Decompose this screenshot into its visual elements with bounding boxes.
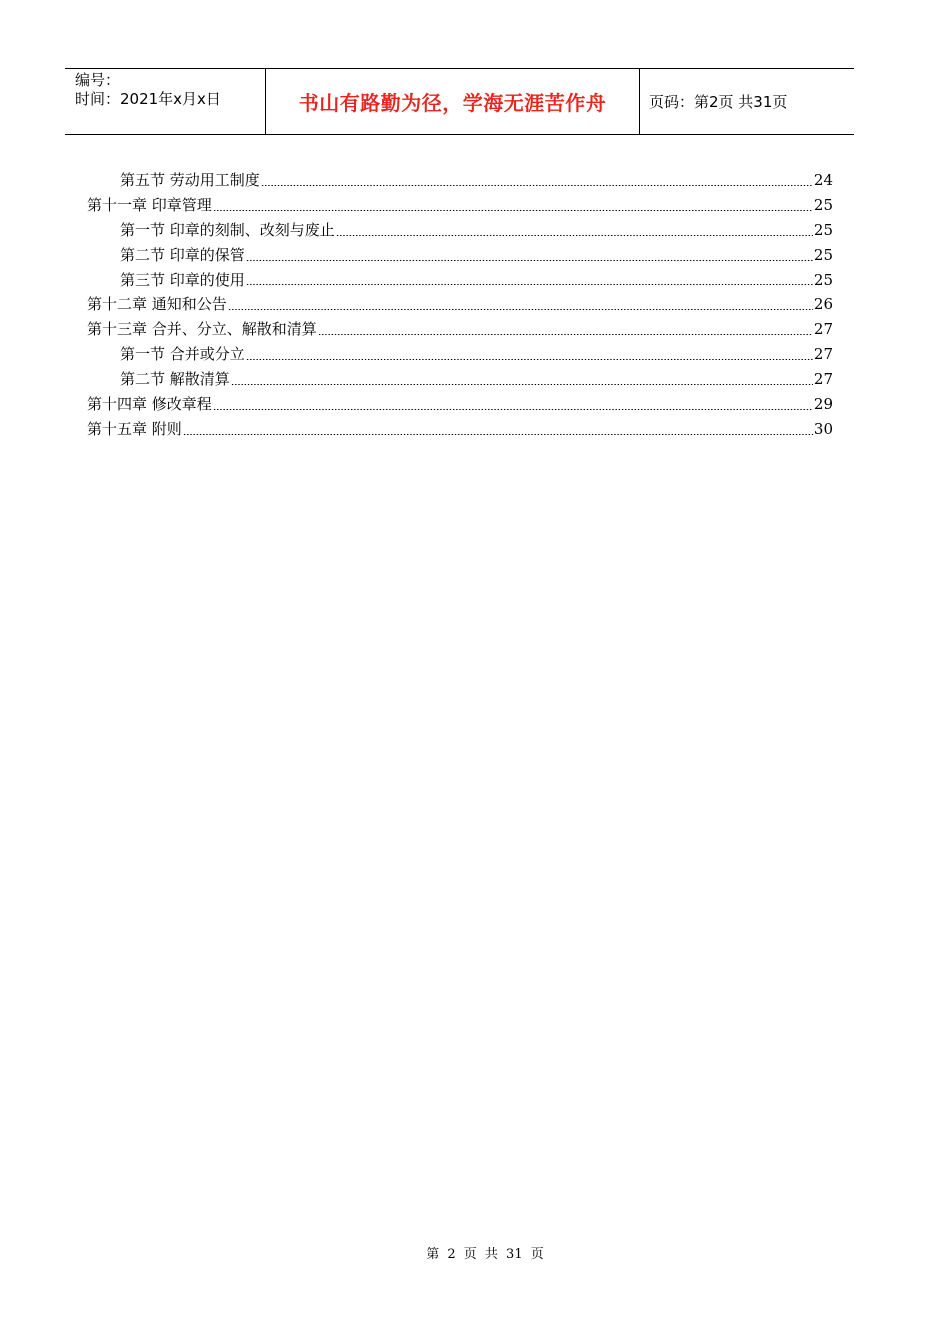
toc-entry-title: 第二节 印章的保管 — [120, 245, 245, 264]
header-motto: 书山有路勤为径，学海无涯苦作舟 — [298, 91, 607, 115]
toc-entry-page-number: 29 — [813, 395, 833, 414]
toc-dot-leader — [246, 359, 813, 360]
toc-entry-title: 第十一章 印章管理 — [87, 195, 212, 214]
toc-entry-page-number: 25 — [813, 270, 833, 289]
toc-chapter-entry[interactable] — [87, 292, 833, 317]
toc-chapter-entry[interactable] — [87, 417, 833, 442]
toc-entry-title: 第十四章 修改章程 — [87, 395, 212, 414]
toc-entry-title: 第二节 解散清算 — [120, 370, 230, 389]
toc-entry-page-number: 27 — [813, 370, 833, 389]
toc-entry-page-number: 30 — [813, 419, 833, 438]
toc-dot-leader — [213, 409, 813, 410]
toc-chapter-entry[interactable] — [87, 392, 833, 417]
toc-dot-leader — [246, 284, 813, 285]
toc-entry-page-number: 25 — [813, 245, 833, 264]
header-motto-cell — [266, 69, 640, 134]
toc-section-entry[interactable] — [87, 367, 833, 392]
toc-entry-page-number: 24 — [813, 171, 833, 189]
header-page-number: 页码：第2页 共31页 — [649, 93, 788, 111]
page-footer: 第 2 页 共 31 页 — [426, 1247, 544, 1262]
header-info-cell — [65, 69, 266, 134]
toc-dot-leader — [261, 185, 813, 186]
toc-section-entry[interactable] — [87, 342, 833, 367]
toc-entry-title: 第三节 印章的使用 — [120, 270, 245, 289]
toc-entry-title: 第十五章 附则 — [87, 419, 182, 438]
toc-entry-page-number: 27 — [813, 345, 833, 364]
document-code-label: 编号： — [75, 71, 121, 89]
toc-entry-title: 第一节 印章的刻制、改刻与废止 — [120, 220, 335, 239]
toc-entry-page-number: 25 — [813, 195, 833, 214]
document-time-label: 时间：2021年x月x日 — [75, 90, 221, 108]
page-header — [65, 68, 854, 135]
toc-entry-title: 第五节 劳动用工制度 — [120, 171, 260, 189]
toc-dot-leader — [228, 309, 813, 310]
toc-entry-title: 第十三章 合并、分立、解散和清算 — [87, 320, 317, 339]
header-page-cell — [640, 69, 854, 134]
toc-dot-leader — [183, 434, 813, 435]
toc-section-entry[interactable] — [87, 268, 833, 293]
toc-section-entry[interactable] — [87, 243, 833, 268]
toc-entry-page-number: 26 — [813, 295, 833, 314]
toc-entry-page-number: 27 — [813, 320, 833, 339]
toc-section-entry[interactable] — [87, 218, 833, 243]
toc-entry-title: 第一节 合并或分立 — [120, 345, 245, 364]
toc-dot-leader — [231, 384, 813, 385]
toc-dot-leader — [318, 334, 813, 335]
toc-section-entry[interactable] — [87, 168, 833, 193]
toc-dot-leader — [213, 210, 813, 211]
toc-entry-title: 第十二章 通知和公告 — [87, 295, 227, 314]
table-of-contents — [87, 168, 833, 442]
toc-chapter-entry[interactable] — [87, 193, 833, 218]
toc-entry-page-number: 25 — [813, 220, 833, 239]
toc-dot-leader — [246, 260, 813, 261]
toc-dot-leader — [336, 235, 813, 236]
toc-chapter-entry[interactable] — [87, 317, 833, 342]
